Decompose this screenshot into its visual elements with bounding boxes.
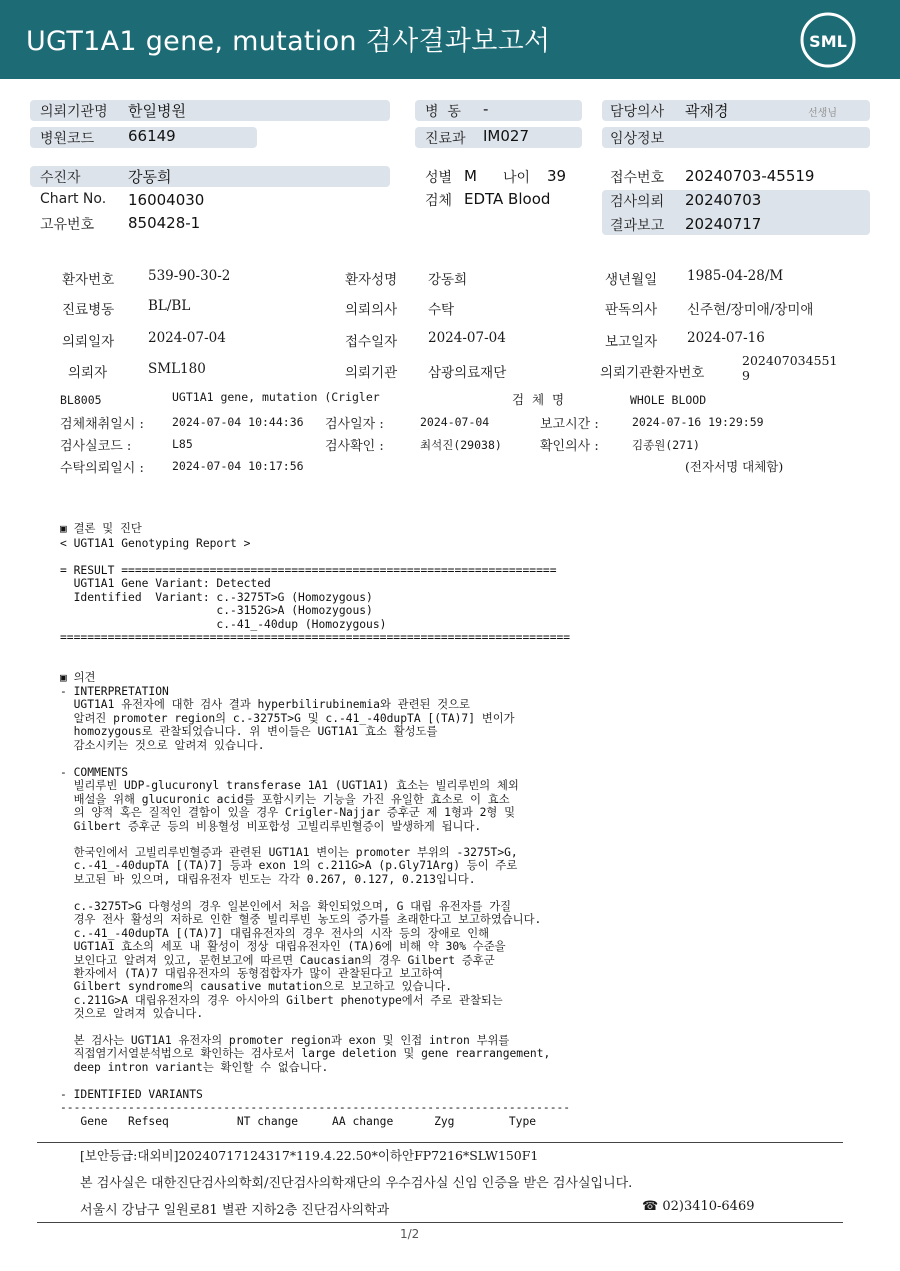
reqdate-label: 의뢰일자 <box>62 334 115 350</box>
genotyping-subtitle: < UGT1A1 Genotyping Report > <box>60 537 251 550</box>
age-value: 39 <box>547 167 567 185</box>
report-title: UGT1A1 gene, mutation 검사결과보고서 <box>26 26 551 57</box>
clinical-label: 임상정보 <box>610 131 665 147</box>
checker-value: 김종원(271) <box>632 438 700 452</box>
reqinst-value: 삼광의료재단 <box>428 365 507 381</box>
pid-label: 환자번호 <box>62 272 115 288</box>
instpid-value-1: 202407034551 <box>742 353 838 368</box>
testdate-label: 검사일자 : <box>325 417 384 432</box>
identified-variants-block: - IDENTIFIED VARIANTS --------------------------------------------------------------------------- Gene Refseq NT change AA change Zyg Type <box>60 1088 571 1128</box>
spec-label: 검 체 명 <box>512 392 565 407</box>
footer-top-rule <box>37 1142 843 1143</box>
room-value: L85 <box>172 437 193 451</box>
hospital-code-value: 66149 <box>128 127 176 145</box>
sex-label: 성별 <box>425 170 453 186</box>
interpretation-block: - INTERPRETATION UGT1A1 유전자에 대한 검사 결과 hyperbilirubinemia와 관련된 것으로 알려진 promoter region의 c.-3275T>G 및 c.-41_-40dupTA [(TA)7] 변이가 homozygous로 관찰되었습니다. 위 변이들은 UGT1A1 효소 활성도를 감소시키는 것으로 알려져 있습니다. <box>60 685 515 752</box>
test-code: BL8005 <box>60 393 102 407</box>
repdate-label: 보고일자 <box>605 334 658 350</box>
doctor-value: 곽재경 <box>685 102 729 120</box>
pname-label: 환자성명 <box>345 272 398 288</box>
address-line: 서울시 강남구 일원로81 별관 지하2층 진단검사의학과 <box>80 1203 390 1218</box>
requester-label: 의뢰자 <box>68 365 108 381</box>
pname-value: 강동희 <box>428 272 468 288</box>
result-label: 결과보고 <box>610 218 665 234</box>
ward-label: 병 동 <box>425 104 461 120</box>
doctor-suffix: 선생님 <box>808 108 837 119</box>
page-number: 1/2 <box>400 1227 420 1241</box>
consign-value: 2024-07-04 10:17:56 <box>172 459 304 473</box>
result-value: 20240717 <box>685 215 762 233</box>
report-header-bar <box>0 0 900 79</box>
testdate-value: 2024-07-04 <box>420 415 490 429</box>
instpid-value-2: 9 <box>742 368 750 383</box>
instpid-label: 의뢰기관환자번호 <box>600 365 705 381</box>
reqdoc-label: 의뢰의사 <box>345 302 398 318</box>
readdoc-value: 신주현/장미애/장미애 <box>687 302 814 318</box>
conclusion-heading: ▣ 결론 및 진단 <box>60 522 142 535</box>
patient-bar <box>30 166 390 187</box>
spec-value: WHOLE BLOOD <box>630 393 707 407</box>
ref-ward-label: 진료병동 <box>62 302 115 318</box>
comments-paragraph-2: 한국인에서 고빌리루빈혈증과 관련된 UGT1A1 변이는 promoter 부위의 -3275T>G, c.-41_-40dupTA [(TA)7] 등과 exon 1의 c.211G>A (p.Gly71Arg) 등이 주로 보고된 바 있으며, 대립유전자 빈도는 각각 0.267, 0.127, 0.213입니다. <box>73 846 518 886</box>
comments-block: - COMMENTS 빌리루빈 UDP-glucuronyl transferase 1A1 (UGT1A1) 효소는 빌리루빈의 체외 배설을 위해 glucuronic acid를 포함시키는 기능을 가진 유일한 효소로 이 효소 의 양적 혹은 질적인 결함이 있을 경우 Crigler-Najjar 증후군 제 1형과 2형 및 Gilbert 증후군 등의 비용혈성 비포합성 고빌리루빈혈증이 발생하게 됩니다. <box>60 766 519 833</box>
room-label: 검사실코드 : <box>60 439 132 454</box>
reptime-label: 보고시간 : <box>540 417 599 432</box>
dept-value: IM027 <box>483 127 529 145</box>
sex-value: M <box>464 167 477 185</box>
specimen-value: EDTA Blood <box>464 190 551 208</box>
esign-note: (전자서명 대체함) <box>685 459 784 474</box>
uid-label: 고유번호 <box>40 217 95 233</box>
recdate-label: 접수일자 <box>345 334 398 350</box>
doctor-label: 담당의사 <box>610 104 665 120</box>
readdoc-label: 판독의사 <box>605 302 658 318</box>
age-label: 나이 <box>503 170 531 186</box>
reptime-value: 2024-07-16 19:29:59 <box>632 415 764 429</box>
confirm-value: 최석진(29038) <box>420 438 502 452</box>
test-name: UGT1A1 gene, mutation (Crigler <box>172 390 380 404</box>
ward-value: - <box>483 100 489 118</box>
ref-ward-value: BL/BL <box>148 298 191 314</box>
result-block: = RESULT ================================================================ UGT1A1 Gene Variant: Detected Identified Variant: c.-3275T>G (Homozygous) c.-3152G>A (Homozygous) c.-41_-40dup (Homozygous) =========================================================================== <box>60 564 571 645</box>
comments-paragraph-3: c.-3275T>G 다형성의 경우 일본인에서 처음 확인되었으며, G 대립 유전자를 가질 경우 전사 활성의 저하로 인한 혈중 빌리루빈 농도의 증가를 초래한다고 보고하였습니다. c.-41_-40dupTA [(TA)7] 대립유전자의 경우 전사의 시작 등의 장애로 인해 UGT1A1 효소의 세포 내 활성이 정상 대립유전자인 (TA)6에 비해 약 30% 수준을 보인다고 알려져 있고, 문헌보고에 따르면 Caucasian의 경우 Gilbert 증후군 환자에서 (TA)7 대립유전자의 동형접합자가 많이 관찰된다고 보고하여 Gilbert syndrome의 causative mutation으로 보고하고 있습니다. c.211G>A 대립유전자의 경우 아시아의 Gilbert phenotype에서 주로 관찰되는 것으로 알려져 있습니다. <box>73 900 542 1021</box>
certification-line: 본 검사실은 대한진단검사의학회/진단검사의학재단의 우수검사실 신임 인증을 받은 검사실입니다. <box>80 1176 633 1191</box>
reqdoc-value: 수탁 <box>428 302 455 318</box>
hospital-value: 한일병원 <box>128 102 186 120</box>
footer-bottom-rule <box>37 1222 843 1223</box>
sml-logo <box>798 10 858 70</box>
recdate-value: 2024-07-04 <box>428 330 506 346</box>
collect-value: 2024-07-04 10:44:36 <box>172 415 304 429</box>
requester-value: SML180 <box>148 361 206 377</box>
hospital-label: 의뢰기관명 <box>40 104 108 120</box>
dob-value: 1985-04-28/M <box>687 268 784 284</box>
opinion-heading: ▣ 의견 <box>60 671 96 684</box>
svg-text:SML: SML <box>809 32 847 51</box>
pid-value: 539-90-30-2 <box>148 268 231 284</box>
chart-value: 16004030 <box>128 191 205 209</box>
receipt-no-label: 접수번호 <box>610 170 665 186</box>
request-label: 검사의뢰 <box>610 194 665 210</box>
receipt-no-value: 20240703-45519 <box>685 167 815 185</box>
consign-label: 수탁의뢰일시 : <box>60 461 144 476</box>
chart-label: Chart No. <box>40 191 107 207</box>
uid-value: 850428-1 <box>128 214 201 232</box>
reqdate-value: 2024-07-04 <box>148 330 226 346</box>
comments-paragraph-4: 본 검사는 UGT1A1 유전자의 promoter region과 exon 및 인접 intron 부위를 직접염기서열분석법으로 확인하는 검사로서 large deletion 및 gene rearrangement, deep intron variant는 확인할 수 없습니다. <box>73 1034 551 1074</box>
patient-value: 강동희 <box>128 168 172 186</box>
phone-line: ☎ 02)3410-6469 <box>642 1199 755 1214</box>
request-value: 20240703 <box>685 191 762 209</box>
confirm-label: 검사확인 : <box>325 439 384 454</box>
dob-label: 생년월일 <box>605 272 658 288</box>
patient-label: 수진자 <box>40 170 81 186</box>
specimen-label: 검체 <box>425 193 453 209</box>
security-line: [보안등급:대외비]20240717124317*119.4.22.50*이하안FP7216*SLW150F1 <box>80 1148 539 1163</box>
dept-label: 진료과 <box>425 131 466 147</box>
reqinst-label: 의뢰기관 <box>345 365 398 381</box>
hospital-code-label: 병원코드 <box>40 131 95 147</box>
collect-label: 검체채취일시 : <box>60 417 144 432</box>
repdate-value: 2024-07-16 <box>687 330 765 346</box>
checker-label: 확인의사 : <box>540 439 599 454</box>
